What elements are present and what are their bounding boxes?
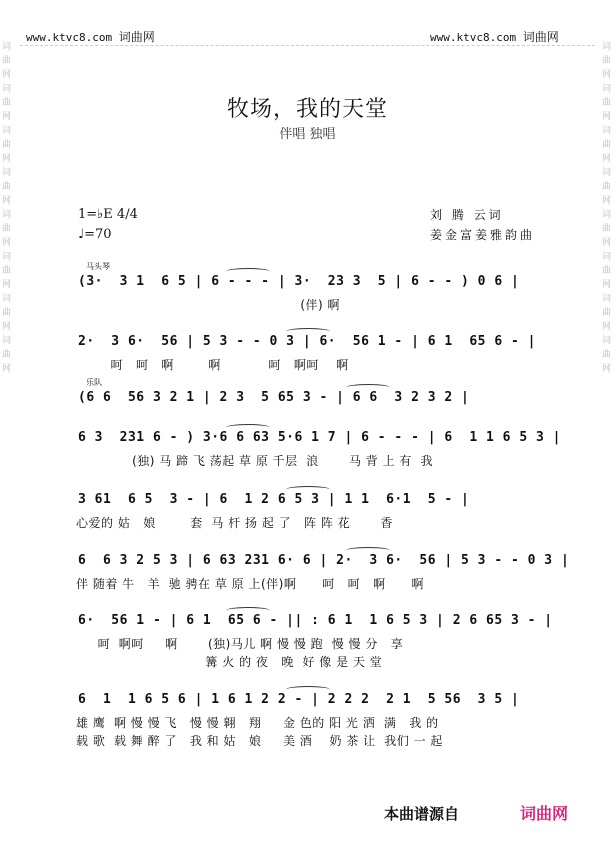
site-name-right: 词曲网 [522, 30, 559, 44]
lyrics-line-2: 篝 火 的 夜 晚 好 像 是 天 堂 [76, 655, 383, 669]
header-divider [20, 45, 595, 46]
slur-mark [226, 424, 270, 431]
slur-mark [226, 607, 270, 614]
site-name-left: 词曲网 [118, 30, 155, 44]
lyrics-line-1: 伴 随着 牛 羊 驰 骋在 草 原 上(伴)啊 呵 呵 啊 啊 [76, 577, 424, 591]
site-url-left[interactable] [26, 28, 155, 45]
lyrics-line-1: 心爱的 姑 娘 套 马 杆 扬 起 了 阵 阵 花 香 [76, 516, 393, 530]
notation-line: (3· 3 1 6 5 | 6 - - - | 3· 23 3 5 | 6 - - ) 0 6 | [78, 274, 520, 289]
slur-mark [346, 547, 390, 554]
notation-line: 6 6 3 2 5 3 | 6 63 231 6· 6 | 2· 3 6· 56 | 5 3 - - 0 3 | [78, 553, 570, 568]
song-subtitle: 伴唱 独唱 [279, 127, 336, 142]
lyrics-line-1: (伴) 啊 [76, 298, 341, 312]
composer: 姜金富姜雅韵曲 [430, 228, 536, 242]
slur-mark [286, 486, 330, 493]
key-tempo-block [78, 205, 138, 245]
left-margin-watermark: 词曲网词曲网词曲网词曲网词曲网词曲网词曲网词曲网 [2, 42, 12, 374]
site-url-right-text: www.ktvc8.com [430, 31, 517, 44]
notation-line: 6 3 231 6 - ) 3·6 6 63 5·6 1 7 | 6 - - - | 6 1 1 6 5 3 | [78, 430, 561, 445]
instrument-label: 马头琴 [86, 262, 110, 271]
lyrics-line-1: 呵 呵 啊 啊 呵 啊呵 啊 [76, 358, 349, 372]
lyrics-line-1: (独) 马 蹄 飞 荡起 草 原 千层 浪 马 背 上 有 我 [76, 454, 434, 468]
source-text: 本曲谱源自 [384, 805, 460, 823]
site-url-right[interactable] [430, 28, 559, 45]
slur-mark [286, 686, 330, 693]
right-margin-watermark: 词曲网词曲网词曲网词曲网词曲网词曲网词曲网词曲网 [602, 42, 612, 374]
key-signature: 1=♭E 4/4 [78, 207, 138, 222]
credits-block [430, 205, 535, 245]
slur-mark [226, 268, 270, 275]
notation-line: 6· 56 1 - | 6 1 65 6 - || : 6 1 1 6 5 3 | 2 6 65 3 - | [78, 613, 553, 628]
lyrics-line-1: 呵 啊呵 啊 (独)马儿 啊 慢 慢 跑 慢 慢 分 享 [76, 637, 404, 651]
site-url-left-text: www.ktvc8.com [26, 31, 113, 44]
notation-line: (6 6 56 3 2 1 | 2 3 5 65 3 - | 6 6 3 2 3 2 | [78, 390, 470, 405]
notation-line: 2· 3 6· 56 | 5 3 - - 0 3 | 6· 56 1 - | 6 1 65 6 - | [78, 334, 536, 349]
site-logo[interactable]: 词曲网 [520, 804, 569, 823]
notation-line: 6 1 1 6 5 6 | 1 6 1 2 2 - | 2 2 2 2 1 5 56 3 5 | [78, 692, 520, 707]
lyrics-line-2: 载 歌 载 舞 醉 了 我 和 姑 娘 美 酒 奶 茶 让 我们 一 起 [76, 734, 443, 748]
notation-line: 3 61 6 5 3 - | 6 1 2 6 5 3 | 1 1 6·1 5 - | [78, 492, 470, 507]
slur-mark [346, 384, 390, 391]
lyricist: 刘 腾 云词 [430, 208, 504, 222]
tempo-marking: ♩=70 [78, 227, 112, 242]
instrument-label: 乐队 [86, 378, 102, 387]
song-title: 牧场，我的天堂 [226, 97, 388, 122]
slur-mark [286, 328, 330, 335]
lyrics-line-1: 雄 鹰 啊 慢 慢 飞 慢 慢 翱 翔 金 色的 阳 光 洒 满 我 的 [76, 716, 439, 730]
